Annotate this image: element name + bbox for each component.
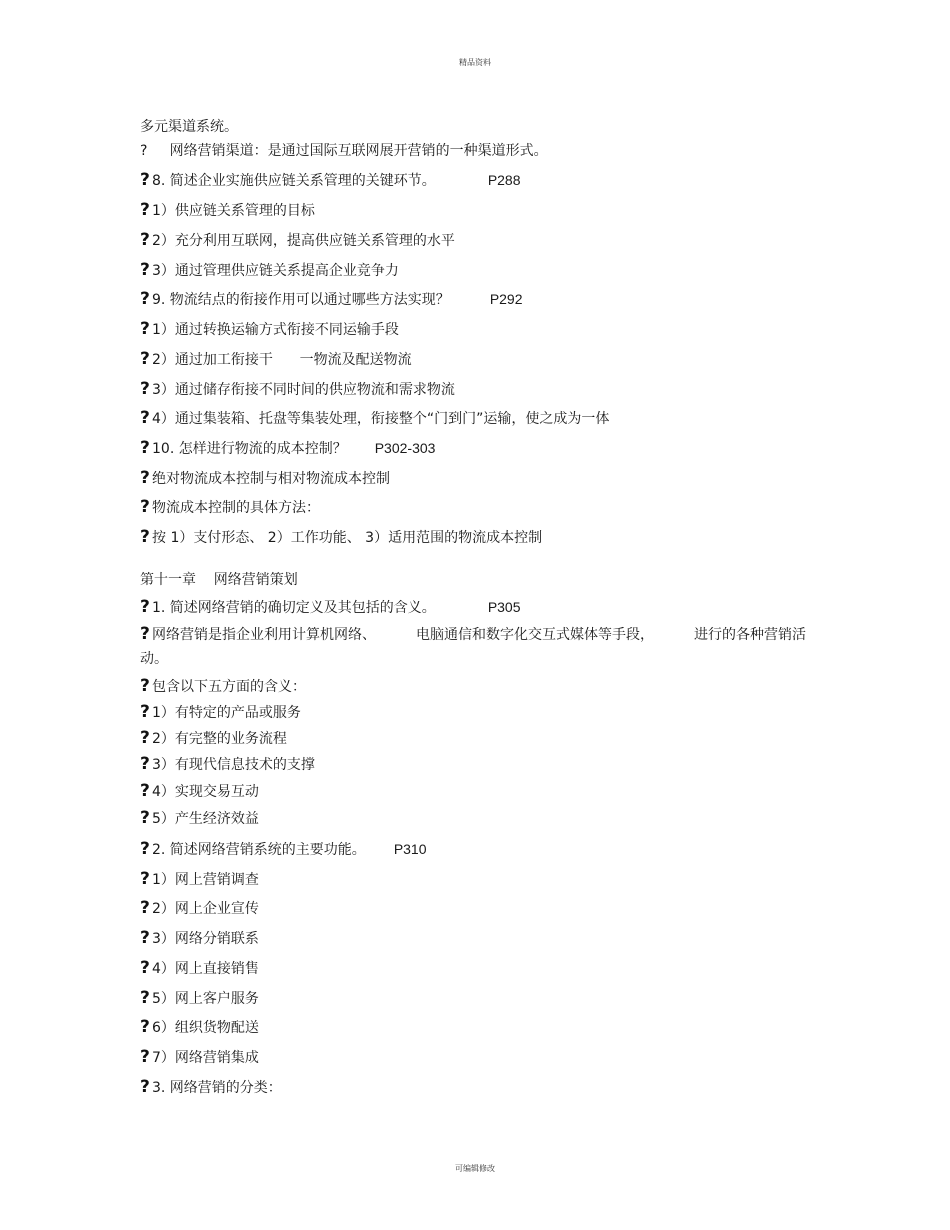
bullet-icon: ? <box>140 869 150 889</box>
bullet-icon: ? <box>140 839 150 859</box>
text-line: ? 网络营销渠道：是通过国际互联网展开营销的一种渠道形式。 <box>140 143 548 159</box>
bullet-icon: ? <box>140 170 150 190</box>
text-line: ? 2. 简述网络营销系统的主要功能。 P310 <box>140 839 427 859</box>
bullet-icon: ? <box>140 928 150 948</box>
chapter-title: 第十一章 网络营销策划 <box>140 572 298 588</box>
bullet-icon: ? <box>140 702 150 722</box>
bullet-icon: ? <box>140 260 150 280</box>
bullet-icon: ? <box>140 319 150 339</box>
bullet-icon: ? <box>140 988 150 1008</box>
bullet-icon: ? <box>140 808 150 828</box>
text-line: ? 3）通过管理供应链关系提高企业竞争力 <box>140 260 399 280</box>
text-line: ? 1）网上营销调查 <box>140 869 259 889</box>
text-line: ? 2）通过加工衔接干 一物流及配送物流 <box>140 349 412 369</box>
bullet-icon: ? <box>140 289 150 309</box>
text-line: ? 绝对物流成本控制与相对物流成本控制 <box>140 468 390 488</box>
text-line: ? 3）通过储存衔接不同时间的供应物流和需求物流 <box>140 379 455 399</box>
bullet-icon: ? <box>140 527 150 547</box>
text-line: ? 网络营销是指企业利用计算机网络、 电脑通信和数字化交互式媒体等手段， 进行的各种营销活 <box>140 624 806 644</box>
text-line: ? 8. 简述企业实施供应链关系管理的关键环节。 P288 <box>140 170 521 190</box>
text-line: ? 7）网络营销集成 <box>140 1047 259 1067</box>
bullet-icon: ? <box>140 597 150 617</box>
bullet-icon: ? <box>140 1077 150 1097</box>
text-line: ? 3）网络分销联系 <box>140 928 259 948</box>
bullet-icon: ? <box>140 468 150 488</box>
bullet-icon: ? <box>140 438 150 458</box>
text-line: ? 3. 网络营销的分类： <box>140 1077 282 1097</box>
bullet-icon: ? <box>140 898 150 918</box>
text-line: ? 包含以下五方面的含义： <box>140 676 306 696</box>
text-line: ? 5）产生经济效益 <box>140 808 259 828</box>
text-line: ? 1）通过转换运输方式衔接不同运输手段 <box>140 319 399 339</box>
text-line: ? 4）实现交易互动 <box>140 781 259 801</box>
page-footer: 可编辑修改 <box>455 1164 495 1173</box>
bullet-icon: ? <box>140 497 150 517</box>
bullet-icon: ? <box>140 349 150 369</box>
bullet-icon: ? <box>140 728 150 748</box>
text-line: ? 9. 物流结点的衔接作用可以通过哪些方法实现？ P292 <box>140 289 523 309</box>
page-header: 精品资料 <box>459 58 491 67</box>
bullet-icon: ? <box>140 379 150 399</box>
text-line: ? 2）充分利用互联网，提高供应链关系管理的水平 <box>140 230 455 250</box>
text-line: ? 1）供应链关系管理的目标 <box>140 200 315 220</box>
text-line: ? 按 1）支付形态、 2）工作功能、 3）适用范围的物流成本控制 <box>140 527 543 547</box>
text-line: 多元渠道系统。 <box>140 119 238 135</box>
bullet-icon: ? <box>140 781 150 801</box>
text-line: 动。 <box>140 651 168 667</box>
text-line: ? 1）有特定的产品或服务 <box>140 702 301 722</box>
text-line: ? 物流成本控制的具体方法： <box>140 497 320 517</box>
text-line: ? 6）组织货物配送 <box>140 1017 259 1037</box>
bullet-icon: ? <box>140 624 150 644</box>
bullet-icon: ? <box>140 958 150 978</box>
text-line: ? 3）有现代信息技术的支撑 <box>140 754 315 774</box>
text-line: ? 10. 怎样进行物流的成本控制？ P302-303 <box>140 438 436 458</box>
text-line: ? 2）有完整的业务流程 <box>140 728 287 748</box>
bullet-icon: ? <box>140 200 150 220</box>
bullet-icon: ? <box>140 1047 150 1067</box>
bullet-icon: ? <box>140 230 150 250</box>
bullet-icon: ? <box>140 676 150 696</box>
text-line: ? 2）网上企业宣传 <box>140 898 259 918</box>
text-line: ? 5）网上客户服务 <box>140 988 259 1008</box>
bullet-icon: ? <box>140 408 150 428</box>
text-line: ? 4）通过集装箱、托盘等集装处理，衔接整个“门到门”运输，使之成为一体 <box>140 408 610 428</box>
text-line: ? 1. 简述网络营销的确切定义及其包括的含义。 P305 <box>140 597 521 617</box>
bullet-icon: ? <box>140 1017 150 1037</box>
text-line: ? 4）网上直接销售 <box>140 958 259 978</box>
bullet-icon: ? <box>140 754 150 774</box>
